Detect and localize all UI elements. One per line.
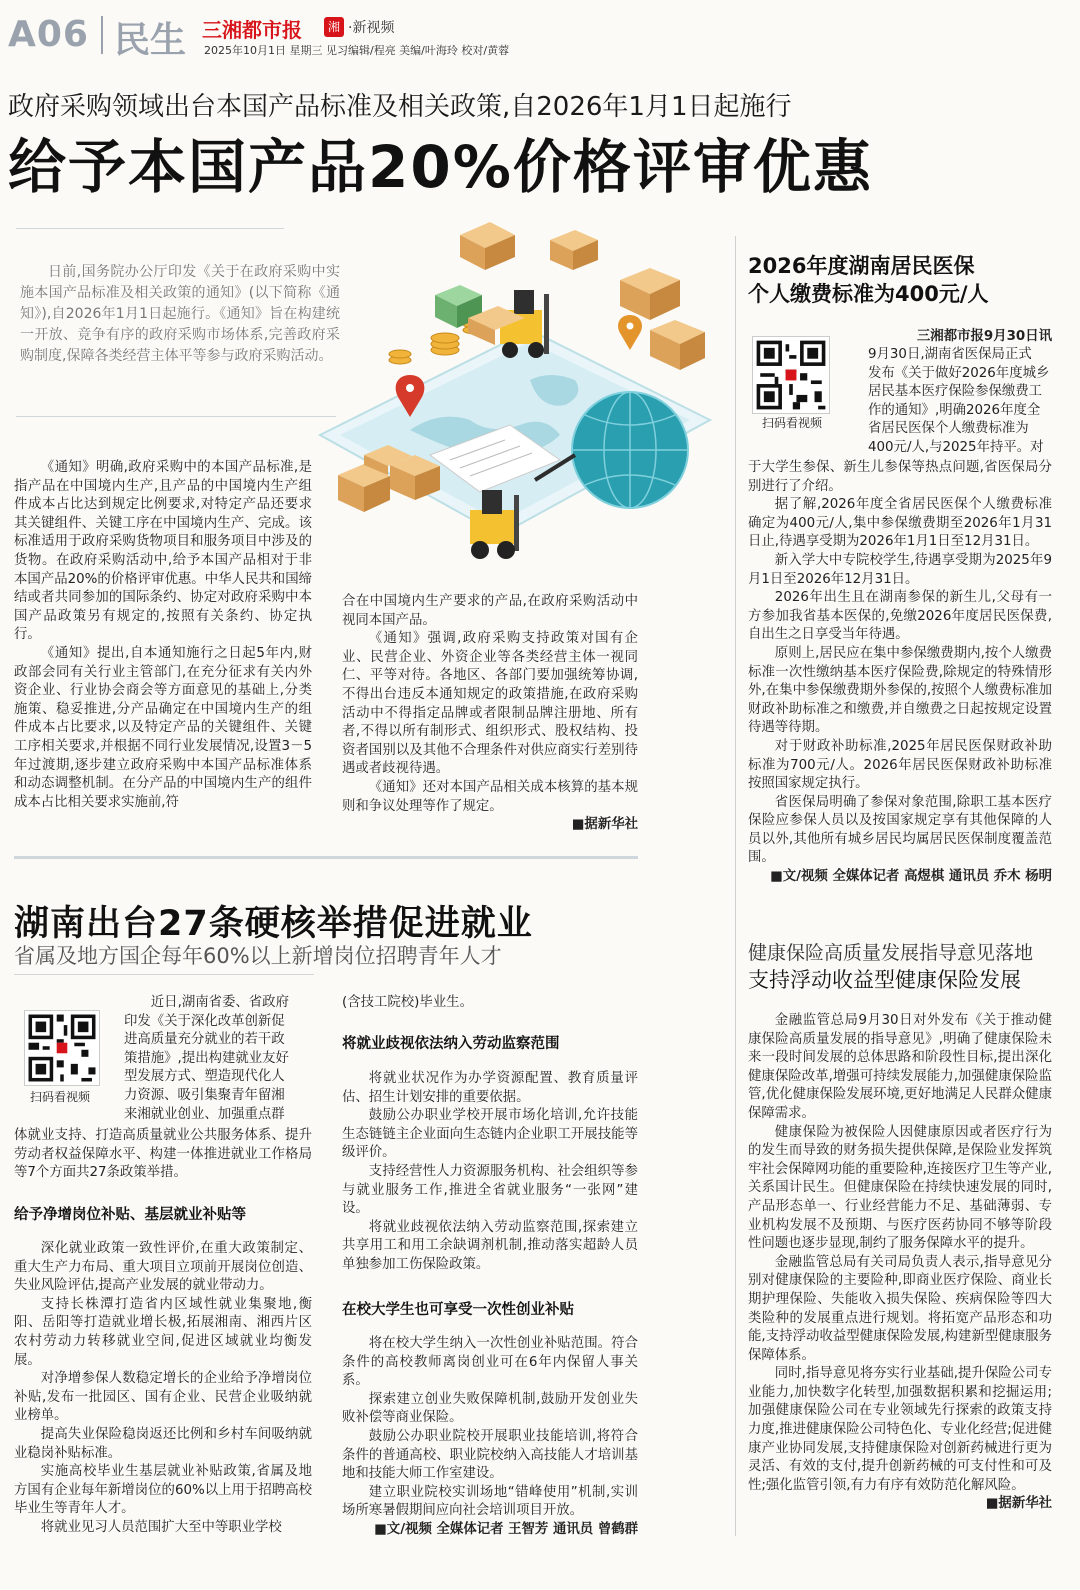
insurance-title-line1: 健康保险高质量发展指导意见落地 <box>748 942 1034 964</box>
lead-top-rule <box>16 228 284 229</box>
qr-code-icon <box>753 337 829 413</box>
medical-body: 于大学生参保、新生儿参保等热点问题,省医保局分别进行了介绍。 据了解,2026年度全省居民医保个人缴费标准确定为400元/人,集中参保缴费期至2026年1月31日止,待遇享受期为2026年1月1日至12月31日。 新入学大中专院校学生,待遇享受期为2025年9月1日至2026年12月31日。 2026年出生且在湖南参保的新生儿,父母有一方参加我省基本医保的,免缴2026年度居民医保费,自出生之日享受当年待遇。 原则上,居民应在集中参保缴费期内,按个人缴费标准一次性缴纳基本医疗保险费,除规定的特殊情形外,在集中参保缴费期外参保的,按照个人缴费标准加财政补助标准之和缴费,并自缴费之日起按规定设置待遇等待期。 对于财政补助标准,2025年居民医保财政补助标准为700元/人。2026年居民医保财政补助标准按照国家规定执行。 省医保局明确了参保对象范围,除职工基本医疗保险应参保人员以及按国家规定享有其他保障的人员以外,其他所有城乡居民均属居民医保制度覆盖范围。 ■文/视频 全媒体记者 高煜棋 通讯员 乔木 杨明 <box>748 459 1052 887</box>
isometric-trade-illustration <box>300 210 720 580</box>
jobs-top-rule <box>14 856 638 859</box>
new-video-label: ·新视频 <box>348 20 395 36</box>
jobs-col2: (含技工院校)毕业生。 <box>342 995 473 1010</box>
newspaper-logo: 三湘都市报 <box>202 18 302 42</box>
lead-body-col1: 《通知》明确,政府采购中的本国产品标准,是指产品在中国境内生产,且产品的中国境内生产组件成本占比达到规定比例要求,对特定产品还要求其关键组件、关键工序在中国境内生产、完成。该标准适用于政府采购货物项目和服务项目中涉及的货物。在政府采购活动中,给予本国产品相对于非本国产品20%的价格评审优惠。中华人民共和国缔结或者共同参加的国际条约、协定对政府采购中本国产品政策另有规定的,按照有关条约、协定执行。 《通知》提出,自本通知施行之日起5年内,财政部会同有关行业主管部门,在充分征求有关内外资企业、行业协会商会等方面意见的基础上,分类施策、稳妥推进,分产品确定在中国境内生产的组件成本占比要求,以及特定产品的关键组件、关键工序相关要求,并根据不同行业发展情况,设置3－5年过渡期,逐步建立政府采购中本国产品标准体系和动态调整机制。在分产品的中国境内生产的组件成本占比相关要求实施前,符 <box>14 460 312 810</box>
medical-title-line2: 个人缴费标准为400元/人 <box>748 282 989 306</box>
insurance-title-line2: 支持浮动收益型健康保险发展 <box>748 968 1021 992</box>
jobs-sub2-body: 将就业状况作为办学资源配置、教育质量评估、招生计划安排的重要依据。 鼓励公办职业学校开展市场化培训,允许技能生态链链主企业面向生态链内企业职工开展技能等级评价。 支持经营性人力资源服务机构、社会组织等参与就业服务工作,推进全省就业服务“一张网”建设。 将就业歧视依法纳入劳动监察范围,探索建立共享用工和用工余缺调剂机制,推动落实超龄人员单独参加工伤保险政策。 <box>342 1071 638 1272</box>
medical-title <box>748 252 989 308</box>
jobs-signature: ■文/视频 全媒体记者 王智芳 通讯员 曾鹤群 <box>374 1521 638 1537</box>
lead-intro: 日前,国务院办公厅印发《关于在政府采购中实施本国产品标准及相关政策的通知》(以下简称《通知》),自2026年1月1日起施行。《通知》旨在构建统一开放、竞争有序的政府采购市场体系,完善政府采购制度,保障各类经营主体平等参与政府采购活动。 <box>20 264 340 364</box>
jobs-sub3-body: 将在校大学生纳入一次性创业补贴范围。符合条件的高校教师离岗创业可在6年内保留人事关系。 探索建立创业失败保障机制,鼓励开发创业失败补偿等商业保险。 鼓励公办职业院校开展职业技能培训,将符合条件的普通高校、职业院校纳入高技能人才培训基地和技能大师工作室建设。 建立职业院校实训场地“错峰使用”机制,实训场所寒暑假期间应向社会培训项目开放。 ■文/视频 全媒体记者 王智芳 通讯员 曾鹤群 <box>342 1335 638 1540</box>
insurance-body: 金融监管总局9月30日对外发布《关于推动健康保险高质量发展的指导意见》,明确了健康保险未来一段时间发展的总体思路和阶段性目标,提出深化健康保险改革,增强可持续发展能力,加强健康保险监管,优化健康保险发展环境,更好地满足人民群众健康保障需求。 健康保险为被保险人因健康原因或者医疗行为的发生而导致的财务损失提供保障,是保险业发挥筑牢社会保障网功能的重要险种,连接医疗卫生等产业,关系国计民生。但健康保险在持续快速发展的同时,产品形态单一、行业经营能力不足、基础薄弱、专业机构发展不及预期、与医疗医药协同不够等阶段性问题也逐步显现,制约了服务保障水平的提升。 金融监管总局有关司局负责人表示,指导意见分别对健康保险的主要险种,即商业医疗保险、商业长期护理保险、失能收入损失保险、疾病保险等四大类险种的发展重点进行规划。将拓宽产品形态和功能,支持浮动收益型健康保险发展,构建新型健康服务保障体系。 同时,指导意见将夯实行业基础,提升保险公司专业能力,加快数字化转型,加强数据积累和挖掘运用;加强健康保险公司在专业领域先行探索的政策支持力度,推进健康保险公司特色化、专业化经营;促进健康产业协同发展,支持健康保险对创新药械进行更为灵活、有效的支付,提升创新药械的可支付性和可及性;强化监管引领,有力有序有效防范化解风险。 ■据新华社 <box>748 1012 1052 1514</box>
jobs-subhead-3: 在校大学生也可享受一次性创业补贴 <box>342 1302 574 1318</box>
lead-kicker: 政府采购领域出台本国产品标准及相关政策,自2026年1月1日起施行 <box>8 92 792 122</box>
jobs-qr-caption: 扫码看视频 <box>30 1090 91 1104</box>
lead-signature: ■据新华社 <box>571 817 638 833</box>
logistics-illustration <box>300 210 720 580</box>
lead-headline: 给予本国产品20%价格评审优惠 <box>8 133 873 201</box>
issue-info: 2025年10月1日 星期三 见习编辑/程亮 美编/叶海玲 校对/黄蓉 <box>204 44 510 57</box>
qr-code-icon <box>25 1011 99 1085</box>
medical-byline: 三湘都市报9月30日讯 <box>916 329 1052 344</box>
medical-signature: ■文/视频 全媒体记者 高煜棋 通讯员 乔木 杨明 <box>770 869 1052 885</box>
jobs-subhead: 省属及地方国企每年60%以上新增岗位招聘青年人才 <box>14 944 502 968</box>
jobs-sub1-body: 深化就业政策一致性评价,在重大政策制定、重大生产力布局、重大项目立项前开展岗位创造、失业风险评估,提高产业发展的就业带动力。 支持长株潭打造省内区域性就业集聚地,衡阳、岳阳等打造就业增长极,拓展湘南、湘西片区农村劳动力转移就业空间,促进区域就业均衡发展。 对净增参保人数稳定增长的企业给予净增岗位补贴,发布一批园区、国有企业、民营企业吸纳就业榜单。 提高失业保险稳岗返还比例和乡村车间吸纳就业稳岗补贴标准。 实施高校毕业生基层就业补贴政策,省属及地方国有企业每年新增岗位的60%以上用于招聘高校毕业生等青年人才。 将就业见习人员范围扩大至中等职业学校 <box>14 1241 312 1535</box>
medical-qr-caption: 扫码看视频 <box>762 416 823 430</box>
masthead-divider <box>101 16 103 54</box>
new-video-logo-icon: 湘 <box>324 17 344 37</box>
masthead <box>0 0 1080 64</box>
lead-body-col2: 合在中国境内生产要求的产品,在政府采购活动中视同本国产品。 《通知》强调,政府采购支持政策对国有企业、民营企业、外资企业等各类经营主体一视同仁、平等对待。各地区、各部门要加强统筹协调,不得出台违反本通知规定的政策措施,在政府采购活动中不得指定品牌或者限制品牌注册地、所有者,不得以所有制形式、组织形式、股权结构、投资者国别以及其他不合理条件对供应商实行差别待遇或者歧视待遇。 《通知》还对本国产品相关成本核算的基本规则和争议处理等作了规定。 ■据新华社 <box>342 593 638 835</box>
jobs-intro-tail: 体就业支持、打造高质量就业公共服务体系、提升劳动者权益保障水平、构建一体推进就业工作格局等7个方面共27条政策举措。 <box>14 1128 312 1181</box>
lead-bottom-rule <box>16 416 336 417</box>
section-name: 民生 <box>114 20 187 61</box>
insurance-title <box>748 940 1033 994</box>
jobs-subhead-2: 将就业歧视依法纳入劳动监察范围 <box>342 1036 560 1052</box>
jobs-sub-rule <box>14 974 314 975</box>
jobs-intro: 近日,湖南省委、省政府 印发《关于深化改革创新促 进高质量充分就业的若干政 策措施》,提出构建就业友好 型发展方式、塑造现代化人 力资源、吸引集聚青年留湘 来湘就业创业、加强重点群 <box>124 995 289 1122</box>
page-number: A06 <box>8 14 89 55</box>
medical-title-line1: 2026年度湖南居民医保 <box>748 254 975 278</box>
column-divider <box>735 236 736 1536</box>
insurance-signature: ■据新华社 <box>985 1496 1052 1512</box>
jobs-headline: 湖南出台27条硬核举措促进就业 <box>14 904 533 944</box>
medical-intro: 9月30日,湖南省医保局正式 发布《关于做好2026年度城乡 居民基本医疗保险参保缴费工 作的通知》,明确2026年度全 省居民医保个人缴费标准为 400元/人,与2025年持平。对 <box>868 347 1050 455</box>
jobs-subhead-1: 给予净增岗位补贴、基层就业补贴等 <box>14 1207 246 1223</box>
medical-qr-code[interactable] <box>752 336 830 414</box>
jobs-qr-code[interactable] <box>24 1010 100 1086</box>
